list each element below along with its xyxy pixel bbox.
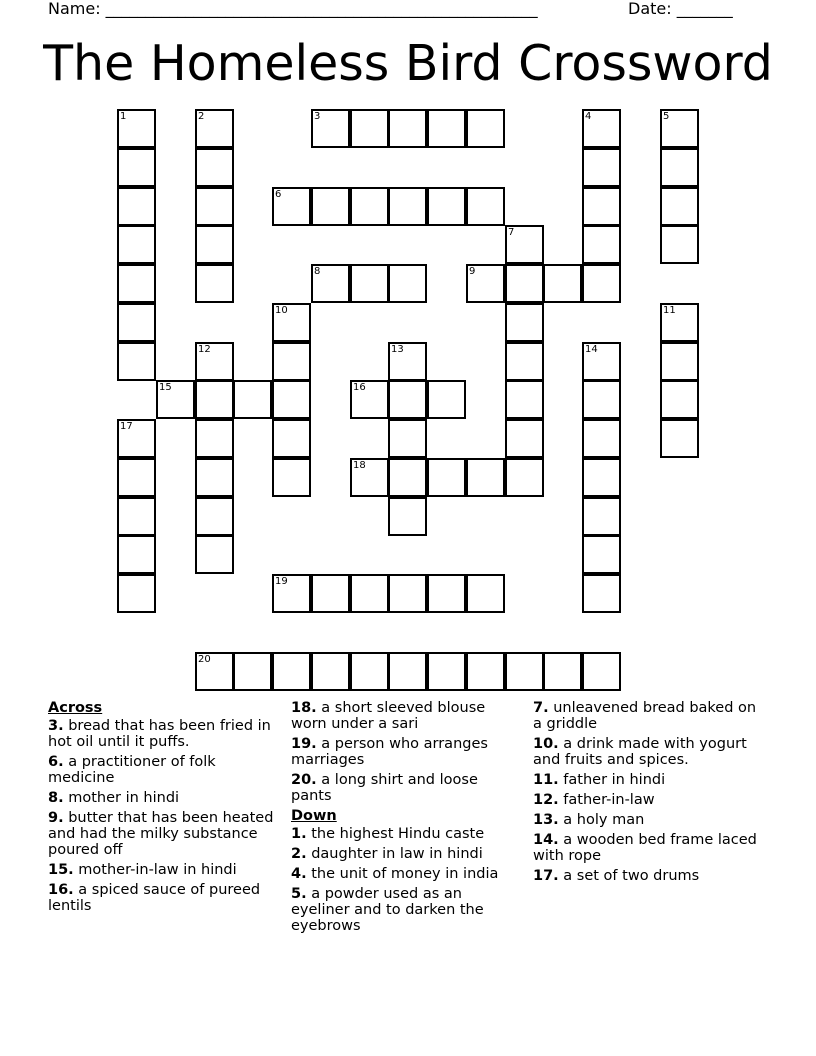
grid-cell[interactable] [117, 574, 156, 613]
grid-cell[interactable] [582, 148, 621, 187]
grid-cell[interactable] [272, 652, 311, 691]
grid-cell[interactable] [660, 225, 699, 264]
grid-cell[interactable] [505, 225, 544, 264]
grid-cell[interactable] [388, 342, 427, 381]
grid-cell[interactable] [195, 342, 234, 381]
grid-cell[interactable] [427, 380, 466, 419]
grid-cell[interactable] [311, 652, 350, 691]
clue-number: 14 [585, 344, 598, 355]
clue-item-text: a practitioner of folk medicine [48, 754, 216, 786]
grid-cell[interactable] [272, 342, 311, 381]
grid-cell[interactable] [660, 419, 699, 458]
clue-number: 13 [391, 344, 404, 355]
clue-item [48, 718, 278, 750]
grid-cell[interactable] [388, 264, 427, 303]
clue-item [533, 812, 763, 828]
clue-number: 12 [198, 344, 211, 355]
grid-cell[interactable] [195, 225, 234, 264]
grid-cell[interactable] [311, 187, 350, 226]
grid-cell[interactable] [582, 264, 621, 303]
grid-cell[interactable] [582, 652, 621, 691]
grid-cell[interactable] [195, 419, 234, 458]
clue-item [533, 832, 763, 864]
grid-cell[interactable] [350, 187, 389, 226]
grid-cell[interactable] [195, 380, 234, 419]
clue-number: 1 [120, 111, 127, 122]
clue-column-2 [291, 700, 521, 938]
clue-item-number: 18. [291, 700, 317, 716]
grid-cell[interactable] [350, 380, 389, 419]
grid-cell[interactable] [505, 342, 544, 381]
grid-cell[interactable] [388, 187, 427, 226]
clue-item [48, 810, 278, 858]
clue-item [291, 772, 521, 804]
grid-cell[interactable] [117, 187, 156, 226]
grid-cell[interactable] [582, 458, 621, 497]
clue-item-text: the highest Hindu caste [306, 826, 485, 842]
down-clues-list-continued [533, 700, 763, 884]
grid-cell[interactable] [117, 497, 156, 536]
grid-cell[interactable] [350, 574, 389, 613]
grid-cell[interactable] [505, 458, 544, 497]
grid-cell[interactable] [427, 187, 466, 226]
clue-item [533, 736, 763, 768]
clue-item-text: a short sleeved blouse worn under a sari [291, 700, 486, 732]
grid-cell[interactable] [195, 109, 234, 148]
grid-cell[interactable] [195, 187, 234, 226]
clue-item-number: 15. [48, 862, 74, 878]
grid-cell[interactable] [117, 264, 156, 303]
clue-item-text: daughter in law in hindi [306, 846, 483, 862]
across-heading: Across [48, 700, 103, 716]
grid-cell[interactable] [117, 458, 156, 497]
clue-item-number: 6. [48, 754, 64, 770]
clue-item-text: a long shirt and loose pants [291, 772, 478, 804]
grid-cell[interactable] [311, 574, 350, 613]
grid-cell[interactable] [272, 380, 311, 419]
grid-cell[interactable] [582, 380, 621, 419]
clue-item-text: a set of two drums [558, 868, 700, 884]
clue-item-number: 12. [533, 792, 559, 808]
grid-cell[interactable] [195, 497, 234, 536]
grid-cell[interactable] [427, 574, 466, 613]
clue-number: 18 [353, 460, 366, 471]
grid-cell[interactable] [660, 303, 699, 342]
grid-cell[interactable] [272, 187, 311, 226]
clue-item [533, 772, 763, 788]
grid-cell[interactable] [505, 303, 544, 342]
clue-item-number: 3. [48, 718, 64, 734]
grid-cell[interactable] [195, 535, 234, 574]
clue-item [291, 826, 521, 842]
grid-cell[interactable] [117, 109, 156, 148]
grid-cell[interactable] [388, 419, 427, 458]
clue-item [291, 866, 521, 882]
grid-cell[interactable] [156, 380, 195, 419]
grid-cell[interactable] [388, 497, 427, 536]
clue-item-number: 11. [533, 772, 559, 788]
clue-item-text: a powder used as an eyeliner and to darken the eyebrows [291, 886, 484, 934]
clue-item-number: 14. [533, 832, 559, 848]
grid-cell[interactable] [505, 652, 544, 691]
clue-item-number: 5. [291, 886, 307, 902]
grid-cell[interactable] [427, 458, 466, 497]
grid-cell[interactable] [505, 380, 544, 419]
clue-item-number: 8. [48, 790, 64, 806]
grid-cell[interactable] [388, 652, 427, 691]
down-heading: Down [291, 808, 337, 824]
grid-cell[interactable] [427, 652, 466, 691]
clue-item-number: 19. [291, 736, 317, 752]
grid-cell[interactable] [311, 109, 350, 148]
clue-item-number: 17. [533, 868, 559, 884]
grid-cell[interactable] [388, 380, 427, 419]
grid-cell[interactable] [272, 458, 311, 497]
clue-number: 4 [585, 111, 592, 122]
clue-number: 8 [314, 266, 321, 277]
down-clues-list [291, 826, 521, 934]
grid-cell[interactable] [505, 419, 544, 458]
clue-item [48, 882, 278, 914]
clue-number: 20 [198, 654, 211, 665]
grid-cell[interactable] [582, 574, 621, 613]
clue-number: 5 [663, 111, 670, 122]
clue-item-number: 16. [48, 882, 74, 898]
clue-item-number: 10. [533, 736, 559, 752]
clue-item [533, 700, 763, 732]
clue-item-text: unleavened bread baked on a griddle [533, 700, 757, 732]
grid-cell[interactable] [466, 109, 505, 148]
grid-cell[interactable] [117, 342, 156, 381]
grid-cell[interactable] [505, 264, 544, 303]
clue-item-text: father in hindi [558, 772, 666, 788]
grid-cell[interactable] [660, 380, 699, 419]
clue-item-text: butter that has been heated and had the milky substance poured off [48, 810, 274, 858]
clue-item-text: a wooden bed frame laced with rope [533, 832, 757, 864]
name-field[interactable]: Name: ______________________________________________________ [48, 0, 538, 18]
grid-cell[interactable] [660, 109, 699, 148]
grid-cell[interactable] [660, 148, 699, 187]
grid-cell[interactable] [350, 264, 389, 303]
grid-cell[interactable] [543, 264, 582, 303]
clue-item [291, 700, 521, 732]
grid-cell[interactable] [195, 148, 234, 187]
grid-cell[interactable] [466, 458, 505, 497]
grid-cell[interactable] [311, 264, 350, 303]
grid-cell[interactable] [272, 419, 311, 458]
clue-column-3 [533, 700, 763, 888]
clue-item-number: 13. [533, 812, 559, 828]
grid-cell[interactable] [117, 225, 156, 264]
grid-cell[interactable] [660, 342, 699, 381]
grid-cell[interactable] [117, 303, 156, 342]
clue-column-1 [48, 700, 278, 918]
clue-number: 16 [353, 382, 366, 393]
clue-item [533, 868, 763, 884]
grid-cell[interactable] [543, 652, 582, 691]
clue-item-text: father-in-law [558, 792, 655, 808]
grid-cell[interactable] [660, 187, 699, 226]
across-clues-list-continued [291, 700, 521, 804]
clue-number: 6 [275, 189, 282, 200]
grid-cell[interactable] [117, 535, 156, 574]
grid-cell[interactable] [195, 458, 234, 497]
grid-cell[interactable] [582, 109, 621, 148]
clue-item [291, 886, 521, 934]
grid-cell[interactable] [388, 458, 427, 497]
clue-item [48, 754, 278, 786]
grid-cell[interactable] [350, 652, 389, 691]
clue-number: 15 [159, 382, 172, 393]
grid-cell[interactable] [350, 458, 389, 497]
grid-cell[interactable] [272, 303, 311, 342]
clue-item-text: bread that has been fried in hot oil until it puffs. [48, 718, 271, 750]
clue-item-number: 9. [48, 810, 64, 826]
clue-item-text: mother in hindi [63, 790, 180, 806]
clue-number: 10 [275, 305, 288, 316]
grid-cell[interactable] [466, 652, 505, 691]
grid-cell[interactable] [582, 419, 621, 458]
date-field[interactable]: Date: _______ [628, 0, 733, 18]
grid-cell[interactable] [427, 109, 466, 148]
grid-cell[interactable] [195, 264, 234, 303]
grid-cell[interactable] [233, 380, 272, 419]
grid-cell[interactable] [466, 187, 505, 226]
grid-cell[interactable] [466, 264, 505, 303]
clue-number: 2 [198, 111, 205, 122]
across-clues-list [48, 718, 278, 914]
clue-number: 9 [469, 266, 476, 277]
grid-cell[interactable] [117, 419, 156, 458]
clue-number: 19 [275, 576, 288, 587]
grid-cell[interactable] [350, 109, 389, 148]
clue-item-text: a person who arranges marriages [291, 736, 488, 768]
clue-number: 3 [314, 111, 321, 122]
grid-cell[interactable] [388, 109, 427, 148]
grid-cell[interactable] [582, 187, 621, 226]
grid-cell[interactable] [582, 535, 621, 574]
clue-item-text: a holy man [558, 812, 645, 828]
page-title: The Homeless Bird Crossword [43, 35, 773, 92]
grid-cell[interactable] [466, 574, 505, 613]
grid-cell[interactable] [582, 497, 621, 536]
clue-item-number: 4. [291, 866, 307, 882]
clue-item-number: 7. [533, 700, 549, 716]
grid-cell[interactable] [195, 652, 234, 691]
clue-item [533, 792, 763, 808]
clue-item [291, 736, 521, 768]
clue-item [48, 790, 278, 806]
clue-item-number: 1. [291, 826, 307, 842]
clue-number: 7 [508, 227, 515, 238]
clue-item-text: the unit of money in india [306, 866, 499, 882]
grid-cell[interactable] [233, 652, 272, 691]
clue-number: 17 [120, 421, 133, 432]
clue-item-number: 20. [291, 772, 317, 788]
grid-cell[interactable] [272, 574, 311, 613]
clue-item-text: a spiced sauce of pureed lentils [48, 882, 261, 914]
grid-cell[interactable] [582, 225, 621, 264]
grid-cell[interactable] [117, 148, 156, 187]
clue-item-text: mother-in-law in hindi [73, 862, 237, 878]
clue-item [48, 862, 278, 878]
grid-cell[interactable] [582, 342, 621, 381]
clue-number: 11 [663, 305, 676, 316]
clue-item-number: 2. [291, 846, 307, 862]
clue-item [291, 846, 521, 862]
grid-cell[interactable] [388, 574, 427, 613]
clue-item-text: a drink made with yogurt and fruits and spices. [533, 736, 747, 768]
